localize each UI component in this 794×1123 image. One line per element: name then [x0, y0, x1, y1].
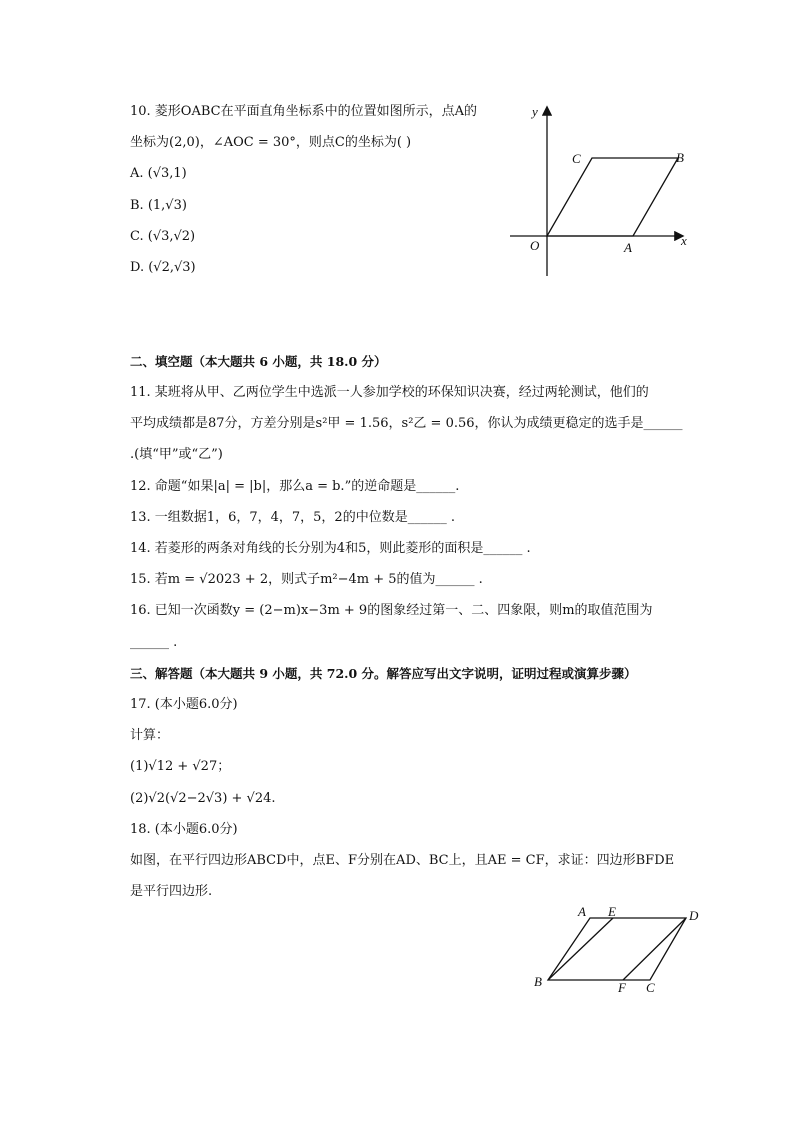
q17-title: 17. (本小题6.0分) [130, 697, 238, 712]
q18-parallelogram-figure [528, 900, 708, 1000]
q18-line2: 是平行四边形. [130, 884, 213, 899]
section-answer-title: 三、解答题（本大题共 9 小题，共 72.0 分。解答应写出文字说明，证明过程或演算步骤） [130, 666, 637, 681]
q17-calc: 计算： [130, 728, 170, 743]
q10-option-a: A. (√3,1) [130, 166, 187, 181]
q14: 14. 若菱形的两条对角线的长分别为4和5，则此菱形的面积是______ . [130, 541, 531, 556]
q16-line1: 16. 已知一次函数y = (2−m)x−3m + 9的图象经过第一、二、四象限，则m的取值范围为 [130, 603, 653, 618]
label-a: A [624, 240, 632, 255]
q11-line1: 11. 某班将从甲、乙两位学生中选派一人参加学校的环保知识决赛，经过两轮测试，他们的 [130, 385, 649, 400]
q11-line2: 平均成绩都是87分，方差分别是s²甲 = 1.56，s²乙 = 0.56，你认为成绩更稳定的选手是______ [130, 416, 683, 431]
segment-be [548, 918, 613, 980]
q10-rhombus-figure [510, 96, 700, 286]
label-y: y [532, 104, 538, 119]
q17-part2: (2)√2(√2−2√3) + √24. [130, 791, 276, 806]
parallelogram-abcd [548, 918, 686, 980]
q11-line3: .(填“甲”或“乙”) [130, 447, 223, 462]
q13: 13. 一组数据1，6，7，4，7，5，2的中位数是______ . [130, 510, 455, 525]
label-f: F [618, 980, 626, 995]
label-d: D [689, 908, 699, 923]
q10-option-c: C. (√3,√2) [130, 229, 196, 244]
q18-title: 18. (本小题6.0分) [130, 822, 238, 837]
label-c: C [646, 980, 655, 995]
q10-stem-line2: 坐标为(2,0)，∠AOC = 30°，则点C的坐标为( ) [130, 135, 412, 150]
q12: 12. 命题“如果|a| = |b|，那么a = b.”的逆命题是______. [130, 479, 460, 494]
label-b: B [534, 974, 542, 989]
label-c: C [572, 151, 581, 166]
q15: 15. 若m = √2023 + 2，则式子m²−4m + 5的值为______ . [130, 572, 483, 587]
q10-stem-line1: 10. 菱形OABC在平面直角坐标系中的位置如图所示，点A的 [130, 104, 477, 119]
q18-line1: 如图，在平行四边形ABCD中，点E、F分别在AD、BC上，且AE = CF，求证：四边形BFDE [130, 853, 675, 868]
label-x: x [681, 233, 687, 248]
section-fill-in-title: 二、填空题（本大题共 6 小题，共 18.0 分） [130, 354, 387, 369]
q17-part1: (1)√12 + √27； [130, 759, 231, 774]
q10-option-b: B. (1,√3) [130, 198, 187, 213]
label-b: B [676, 150, 684, 165]
label-a: A [578, 904, 586, 919]
q16-line2: ______ . [130, 635, 178, 650]
rhombus-oabc [547, 158, 678, 236]
q10-option-d: D. (√2,√3) [130, 260, 196, 275]
segment-fd [623, 918, 686, 980]
label-e: E [608, 904, 616, 919]
label-o: O [530, 238, 540, 253]
